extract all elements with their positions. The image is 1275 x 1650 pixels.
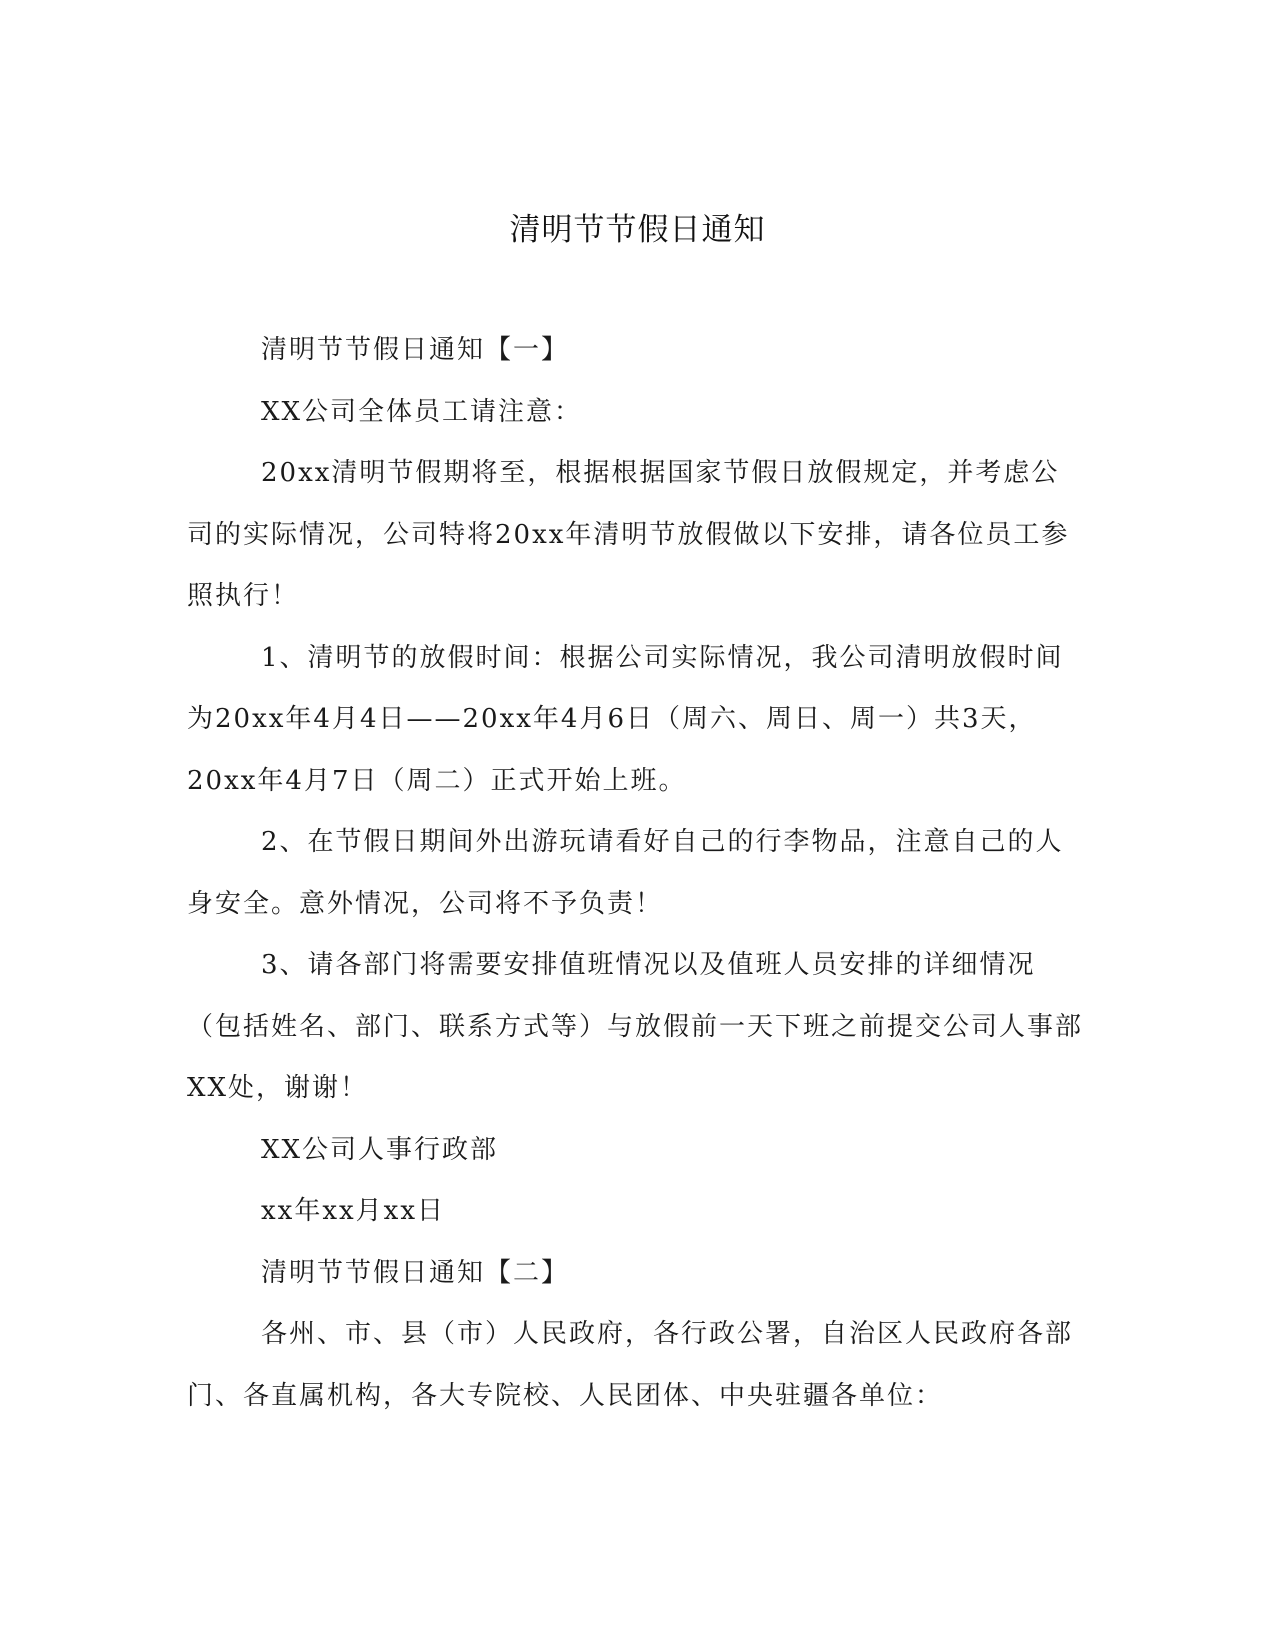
paragraph-item-2: 2、在节假日期间外出游玩请看好自己的行李物品，注意自己的人身安全。意外情况，公司将不予负责！ bbox=[187, 827, 1064, 919]
paragraph-section-heading-2: 清明节节假日通知【二】 bbox=[261, 1257, 570, 1288]
document-title: 清明节节假日通知 bbox=[509, 212, 766, 248]
paragraph-date: xx年xx月xx日 bbox=[261, 1196, 445, 1226]
document-body bbox=[187, 320, 1087, 1427]
paragraph-item-1: 1、清明节的放假时间：根据公司实际情况，我公司清明放假时间为20xx年4月4日——20xx年4月6日（周六、周日、周一）共3天，20xx年4月7日（周二）正式开始上班。 bbox=[187, 642, 1064, 796]
paragraph-salutation-1: XX公司全体员工请注意： bbox=[261, 396, 583, 427]
paragraph-item-3: 3、请各部门将需要安排值班情况以及值班人员安排的详细情况（包括姓名、部门、联系方式等）与放假前一天下班之前提交公司人事部XX处，谢谢！ bbox=[187, 950, 1084, 1103]
paragraph-intro: 20xx清明节假期将至，根据根据国家节假日放假规定，并考虑公司的实际情况，公司特将20xx年清明节放假做以下安排，请各位员工参照执行！ bbox=[187, 458, 1070, 611]
paragraph-signature: XX公司人事行政部 bbox=[261, 1134, 499, 1165]
paragraph-section-heading-1: 清明节节假日通知【一】 bbox=[261, 335, 570, 365]
paragraph-salutation-2: 各州、市、县（市）人民政府，各行政公署，自治区人民政府各部门、各直属机构，各大专院校、人民团体、中央驻疆各单位： bbox=[187, 1319, 1074, 1411]
